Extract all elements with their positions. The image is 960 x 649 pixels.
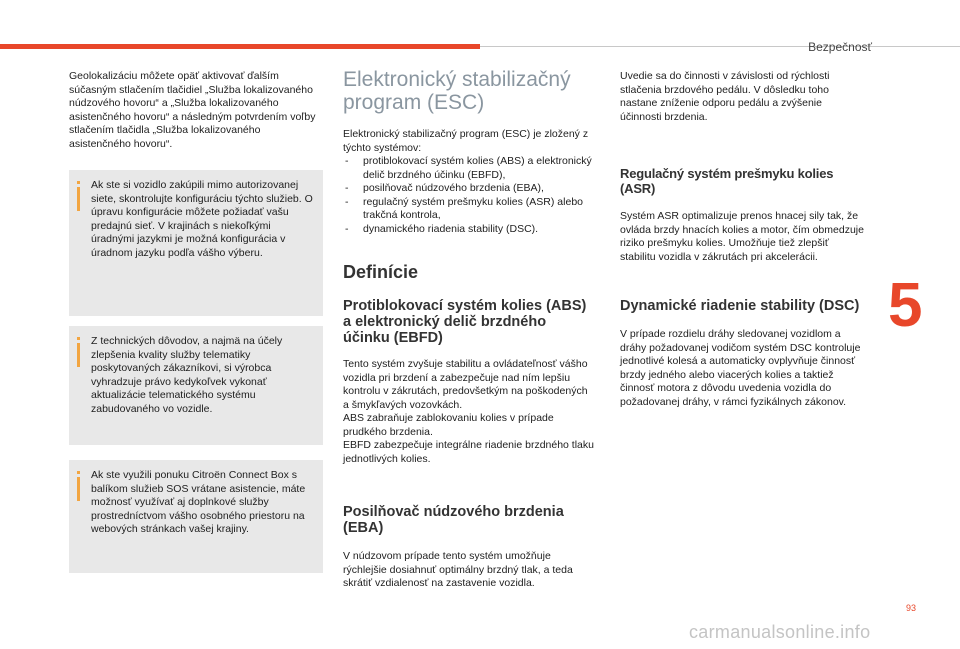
definitions-heading: Definície <box>343 262 419 282</box>
column-right <box>620 70 866 409</box>
list-item: - dynamického riadenia stability (DSC). <box>343 223 595 237</box>
info-icon-dot <box>77 337 80 340</box>
abs-text: Tento systém zvyšuje stabilitu a ovládateľnosť vášho vozidla pri brzdení a zabezpečuje nad ním lepšiu kontrolu v zákrutách, predovšetkým na poškodených a šmykľavých vozovkách. <box>343 358 588 411</box>
dsc-text: V prípade rozdielu dráhy sledovanej vozidlom a dráhy požadovanej vodičom systém DSC kontroluje jednotlivé kolesá a automaticky ovplyvňuje činnosť brzdy jedného alebo viacerých kolies a taktiež činnosť motora z dôvodu uvedenia vozidla do požadovanej dráhy, v rámci fyzikálnych zákonov. <box>620 328 861 408</box>
watermark-text: carmanualsonline.info <box>689 622 871 642</box>
dsc-heading: Dynamické riadenie stability (DSC) <box>620 298 860 314</box>
info-note-box <box>69 326 323 445</box>
page-number: 93 <box>906 603 917 613</box>
info-note-text: Ak ste si vozidlo zakúpili mimo autorizovanej siete, skontrolujte konfiguráciu týchto služieb. O úpravu konfigurácie môžete požiadať vašu predajnú sieť. V krajinách s niekoľkými úradnými jazykmi je možná konfigurácia v úradnom jazyku podľa vášho výberu. <box>91 179 313 259</box>
abs-heading: Protiblokovací systém kolies (ABS) a elektronický delič brzdného účinku (EBFD) <box>343 298 587 346</box>
info-icon <box>77 187 80 211</box>
header-accent-bar <box>0 44 480 49</box>
info-note-text: Z technických dôvodov, a najmä na účely zlepšenia kvality služby telematiky poskytovaných zákazníkovi, si výrobca vyhradzuje právo kedykoľvek vykonať aktualizácie telematického systému zabudovaného vo vozidle. <box>91 335 283 415</box>
info-icon <box>77 343 80 367</box>
info-note-box <box>69 170 323 316</box>
chapter-number: 5 <box>888 271 923 340</box>
section-title: Bezpečnosť <box>808 40 872 54</box>
asr-text: Systém ASR optimalizuje prenos hnacej sily tak, že ovláda brzdy hnacích kolies a motor, čím obmedzuje riziko prešmyku kolies. Umožňuje tiež zlepšiť stabilitu vozidla v zákrutách pri akcelerácii. <box>620 210 864 263</box>
eba-heading: Posilňovač núdzového brzdenia (EBA) <box>343 504 564 536</box>
list-item: - regulačný systém prešmyku kolies (ASR) alebo trakčná kontrola, <box>343 196 595 223</box>
page-title: Elektronický stabilizačný program (ESC) <box>343 68 571 114</box>
esc-intro: Elektronický stabilizačný program (ESC) je zložený z týchto systémov: <box>343 128 589 154</box>
column-left <box>69 70 323 151</box>
abs-text-3: EBFD zabezpečuje integrálne riadenie brzdného tlaku jednotlivých kolies. <box>343 439 594 465</box>
list-item: - protiblokovací systém kolies (ABS) a elektronický delič brzdného účinku (EBFD), <box>343 155 595 182</box>
eba-continuation: Uvedie sa do činnosti v závislosti od rýchlosti stlačenia brzdového pedálu. V dôsledku toho nastane zníženie odporu pedálu a zvýšenie účinnosti brzdenia. <box>620 70 830 123</box>
header-rule <box>480 46 960 47</box>
asr-heading: Regulačný systém prešmyku kolies (ASR) <box>620 166 834 196</box>
info-note-box <box>69 460 323 573</box>
geolocation-paragraph: Geolokalizáciu môžete opäť aktivovať ďalším súčasným stlačením tlačidiel „Služba lokalizovaného núdzového hovoru“ a „Služba lokalizovaného asistenčného hovoru“ a následným potvrdením voľby stlačením tlačidla „Služba lokalizovaného asistenčného hovoru“. <box>69 70 316 150</box>
esc-systems-list <box>343 155 595 236</box>
info-note-text: Ak ste využili ponuku Citroën Connect Box s balíkom služieb SOS vrátane asistencie, máte možnosť využívať aj doplnkové služby prostredníctvom vášho osobného priestoru na webových stránkach vašej krajiny. <box>91 469 306 535</box>
column-middle <box>343 68 595 591</box>
eba-text: V núdzovom prípade tento systém umožňuje rýchlejšie dosiahnuť optimálny brzdný tlak, a teda skrátiť vzdialenosť na zastavenie vozidla. <box>343 550 573 589</box>
info-icon-dot <box>77 181 80 184</box>
info-icon <box>77 477 80 501</box>
info-icon-dot <box>77 471 80 474</box>
abs-text-2: ABS zabraňuje zablokovaniu kolies v prípade prudkého brzdenia. <box>343 412 554 438</box>
list-item: - posilňovač núdzového brzdenia (EBA), <box>343 182 595 196</box>
